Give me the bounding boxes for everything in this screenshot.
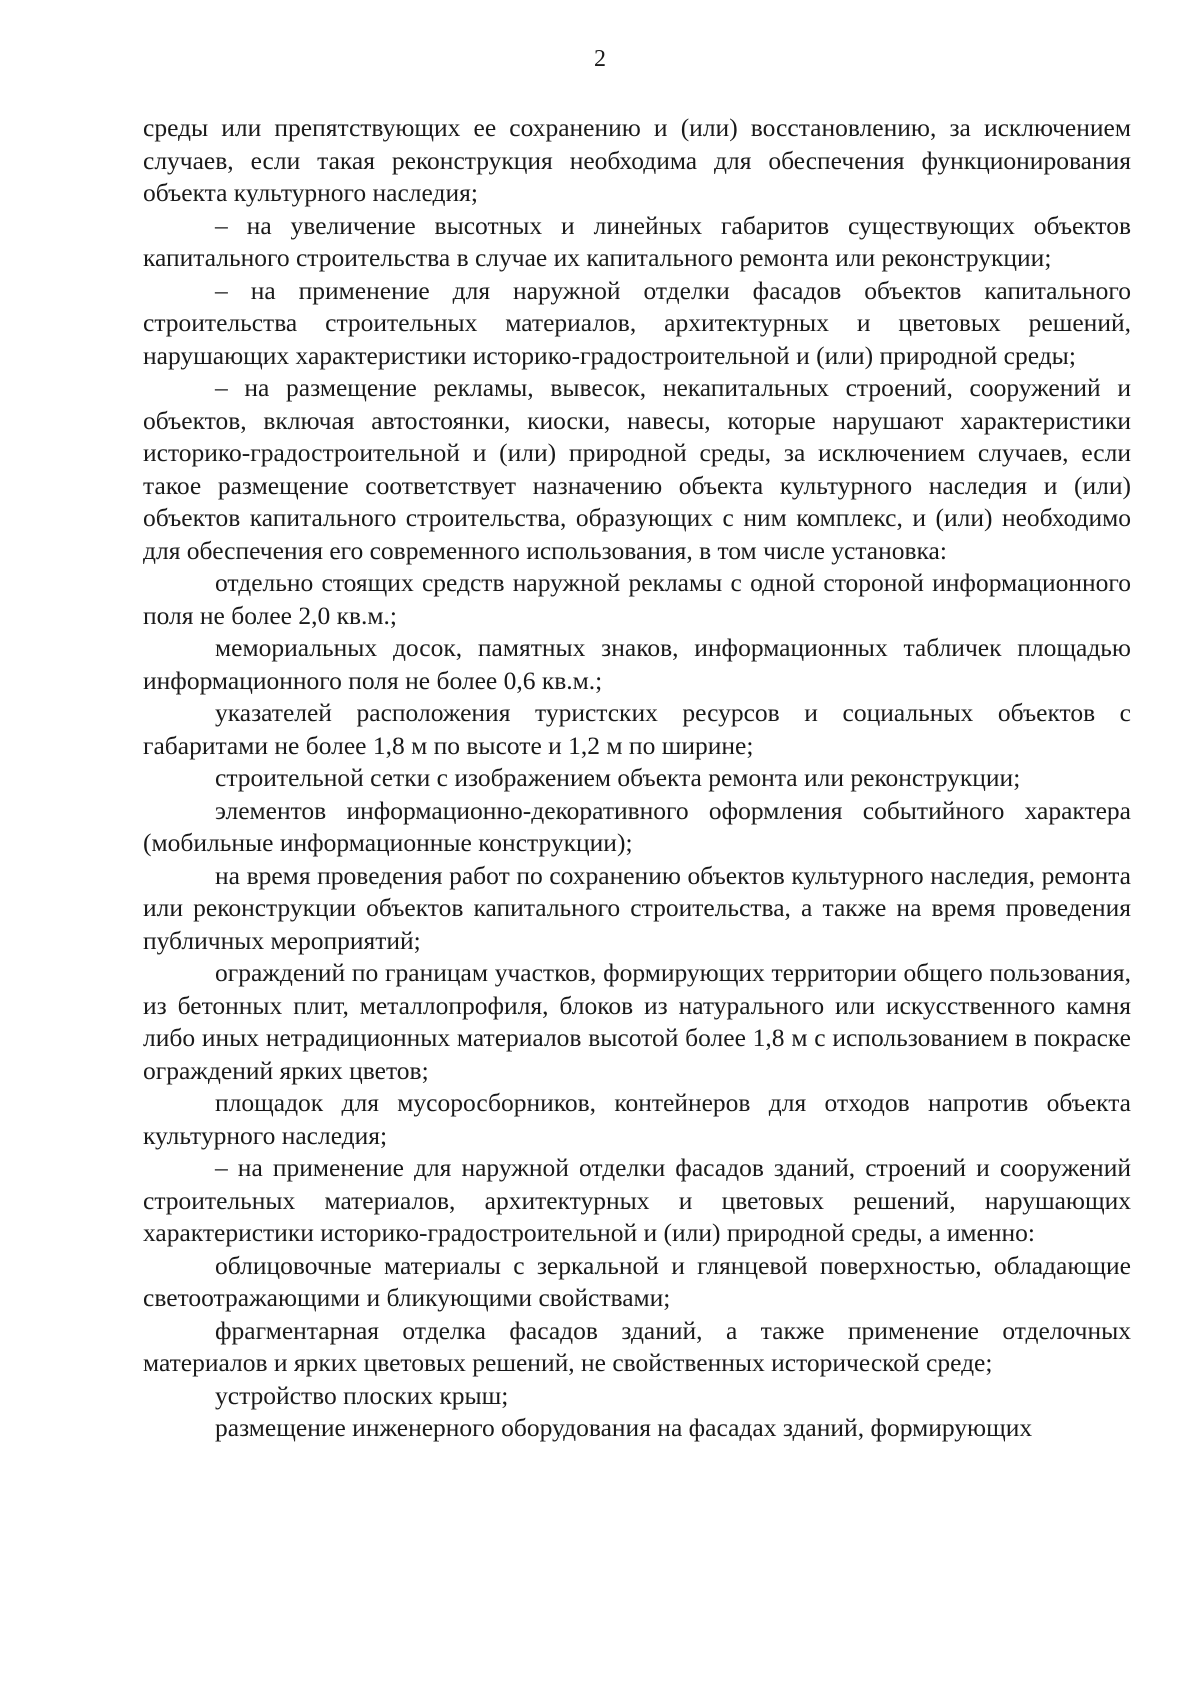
paragraph: площадок для мусоросборников, контейнеров для отходов напротив объекта культурного наследия; [143,1088,1131,1150]
paragraph: – на применение для наружной отделки фасадов объектов капитального строительства строительных материалов, архитектурных и цветовых решений, нарушающих характеристики историко-градостроительной и (или) природной среды; [143,275,1131,370]
page-number: 2 [594,46,606,72]
paragraph: на время проведения работ по сохранению объектов культурного наследия, ремонта или реконструкции объектов капитального строительства, а также на время проведения публичных мероприятий; [143,860,1131,955]
paragraph: указателей расположения туристских ресурсов и социальных объектов с габаритами не более 1,8 м по высоте и 1,2 м по ширине; [143,698,1131,760]
paragraph: – на увеличение высотных и линейных габаритов существующих объектов капитального строительства в случае их капитального ремонта или реконструкции; [143,210,1131,272]
paragraph: облицовочные материалы с зеркальной и глянцевой поверхностью, обладающие светоотражающими и бликующими свойствами; [143,1250,1131,1312]
paragraph: среды или препятствующих ее сохранению и (или) восстановлению, за исключением случаев, если такая реконструкция необходима для обеспечения функционирования объекта культурного наследия; [143,113,1131,207]
paragraph: размещение инженерного оборудования на фасадах зданий, формирующих [215,1413,1033,1442]
document-body [143,112,1131,1445]
paragraph: отдельно стоящих средств наружной рекламы с одной стороной информационного поля не более 2,0 кв.м.; [143,568,1131,630]
paragraph: ограждений по границам участков, формирующих территории общего пользования, из бетонных плит, металлопрофиля, блоков из натурального или искусственного камня либо иных нетрадиционных материалов высотой более 1,8 м с использованием в покраске ограждений ярких цветов; [143,958,1131,1085]
paragraph: устройство плоских крыш; [215,1380,509,1410]
paragraph: элементов информационно-декоративного оформления событийного характера (мобильные информационные конструкции); [143,795,1131,857]
paragraph: – на применение для наружной отделки фасадов зданий, строений и сооружений строительных материалов, архитектурных и цветовых решений, нарушающих характеристики историко-градостроительной и (или) природной среды, а именно: [143,1153,1131,1247]
paragraph: фрагментарная отделка фасадов зданий, а также применение отделочных материалов и ярких цветовых решений, не свойственных исторической среде; [143,1315,1131,1377]
paragraph: строительной сетки с изображением объекта ремонта или реконструкции; [215,763,1021,792]
paragraph: мемориальных досок, памятных знаков, информационных табличек площадью информационного поля не более 0,6 кв.м.; [143,633,1131,695]
paragraph: – на размещение рекламы, вывесок, некапитальных строений, сооружений и объектов, включая автостоянки, киоски, навесы, которые нарушают характеристики историко-градостроительной и (или) природной среды, за исключением случаев, если такое размещение соответствует назначению объекта культурного наследия и (или) объектов капитального строительства, образующих с ним комплекс, и (или) необходимо для обеспечения его современного использования, в том числе установка: [143,373,1131,565]
